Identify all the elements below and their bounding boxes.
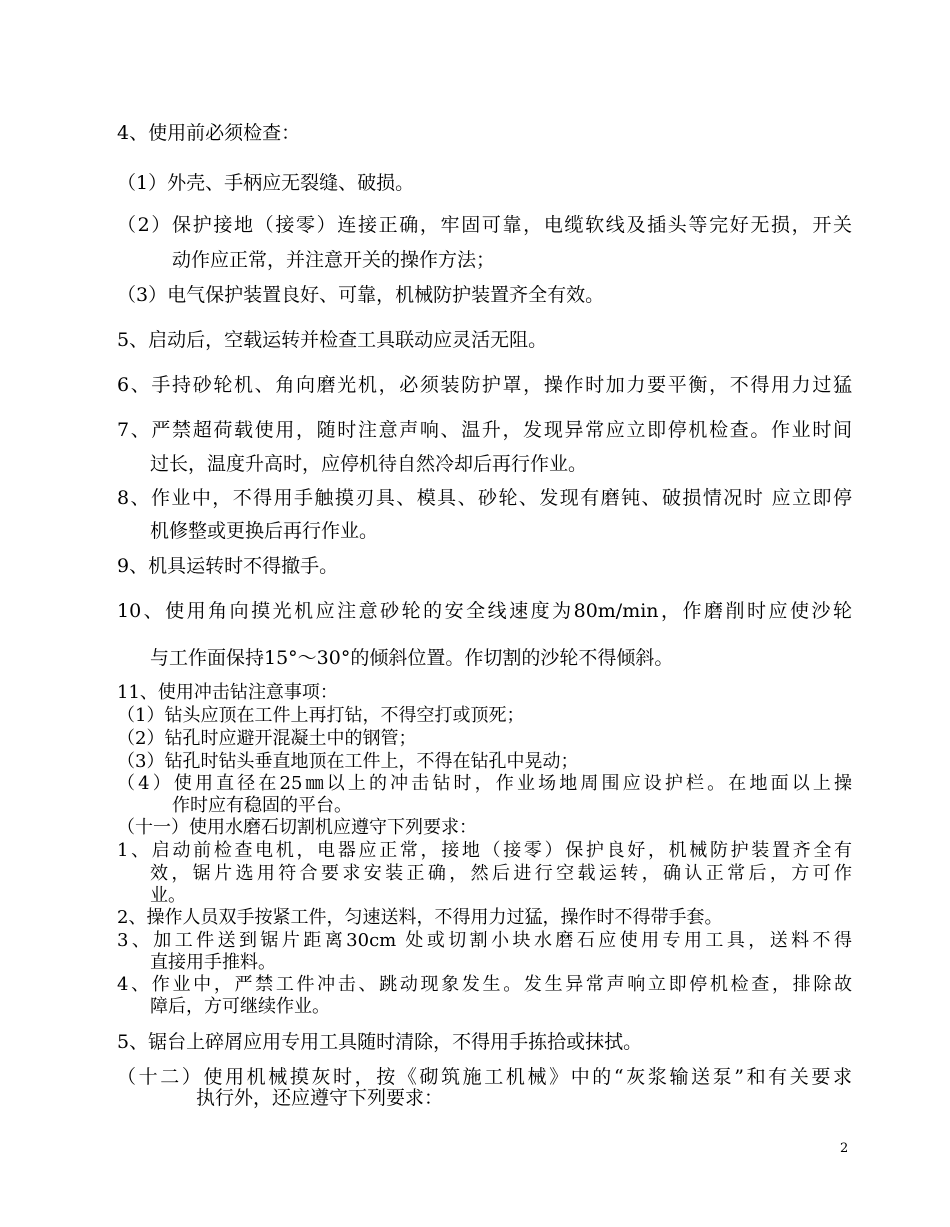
line-sec11-item-1-cont2: 业。 (150, 885, 186, 906)
line-item-10: 10、使用角向摸光机应注意砂轮的安全线速度为80m/min，作磨削时应使沙轮 (117, 600, 852, 622)
line-sec11-item-2: 2、操作人员双手按紧工件，匀速送料，不得用力过猛，操作时不得带手套。 (117, 907, 723, 928)
line-sec11-item-1: 1、启动前检查电机，电器应正常，接地（接零）保护良好，机械防护装置齐全有 (117, 840, 852, 861)
line-item-8: 8、作业中，不得用手触摸刃具、模具、砂轮、发现有磨钝、破损情况时 应立即停 (117, 487, 852, 509)
page-number: 2 (840, 1141, 849, 1156)
line-sec11-item-4-cont: 障后，方可继续作业。 (150, 996, 330, 1017)
line-sec11-item-3-cont: 直接用手推料。 (150, 952, 276, 973)
line-item-4-2: （2）保护接地（接零）连接正确，牢固可靠，电缆软线及插头等完好无损，开关 (117, 214, 852, 236)
line-item-11-4-cont: 作时应有稳固的平台。 (172, 795, 352, 816)
line-item-6: 6、手持砂轮机、角向磨光机，必须装防护罩，操作时加力要平衡，不得用力过猛 (117, 374, 852, 396)
line-item-10-cont: 与工作面保持15°～30°的倾斜位置。作切割的沙轮不得倾斜。 (150, 647, 674, 669)
line-sec11-item-1-cont: 效，锯片选用符合要求安装正确，然后进行空载运转，确认正常后，方可作 (150, 863, 852, 884)
line-sec11-item-4: 4、作业中，严禁工件冲击、跳动现象发生。发生异常声响立即停机检查，排除故 (117, 974, 852, 995)
line-item-9: 9、机具运转时不得撤手。 (117, 555, 339, 577)
line-item-7-cont: 过长，温度升高时，应停机待自然冷却后再行作业。 (150, 453, 588, 475)
line-item-4-2-cont: 动作应正常，并注意开关的操作方法； (172, 249, 496, 271)
line-sec11-item-5: 5、锯台上碎屑应用专用工具随时清除，不得用手拣拾或抹拭。 (117, 1031, 643, 1053)
line-item-5: 5、启动后，空载运转并检查工具联动应灵活无阻。 (117, 329, 548, 351)
line-sec11-item-3: 3、加工件送到锯片距离30cm 处或切割小块水磨石应使用专用工具，送料不得 (117, 930, 852, 951)
line-item-4-3: （3）电气保护装置良好、可靠，机械防护装置齐全有效。 (117, 284, 605, 306)
line-item-11: 11、使用冲击钻注意事项： (117, 682, 338, 703)
section-heading-12-cont: 执行外，还应遵守下列要求： (196, 1087, 444, 1109)
line-item-11-2: （2）钻孔时应避开混凝土中的钢管； (117, 728, 417, 749)
line-item-4-1: （1）外壳、手柄应无裂缝、破损。 (117, 172, 415, 194)
line-item-8-cont: 机修整或更换后再行作业。 (150, 520, 379, 542)
line-item-4: 4、使用前必须检查： (117, 122, 301, 144)
section-heading-11: （十一）使用水磨石切割机应遵守下列要求： (117, 817, 477, 838)
line-item-11-4: （4）使用直径在25㎜以上的冲击钻时，作业场地周围应设护栏。在地面以上操 (117, 773, 852, 794)
line-item-7: 7、严禁超荷载使用，随时注意声响、温升，发现异常应立即停机检查。作业时间 (117, 419, 852, 441)
section-heading-12: （十二）使用机械摸灰时，按《砌筑施工机械》中的“灰浆输送泵”和有关要求 (117, 1066, 852, 1088)
line-item-11-1: （1）钻头应顶在工件上再打钻，不得空打或顶死； (117, 705, 525, 726)
line-item-11-3: （3）钻孔时钻头垂直地顶在工件上，不得在钻孔中晃动； (117, 751, 579, 772)
